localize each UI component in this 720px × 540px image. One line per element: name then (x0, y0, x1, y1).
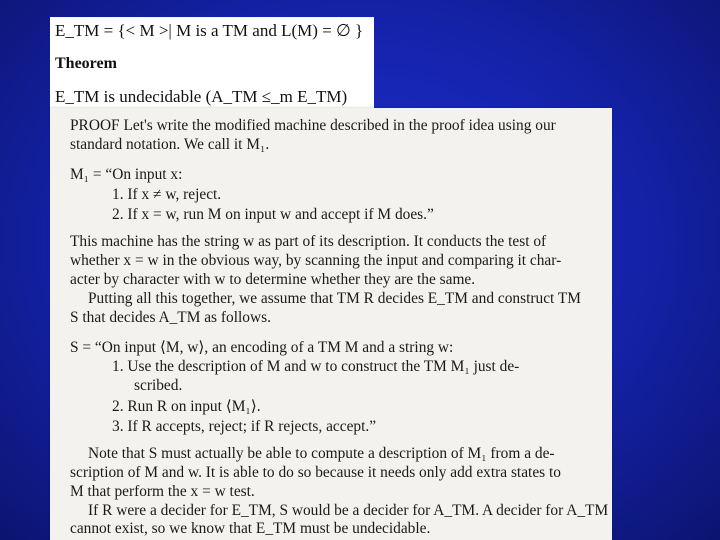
proof-line-17: scription of M and w. It is able to do so because it needs only add extra states to (70, 464, 561, 481)
machine-s-step-1-cont: scribed. (134, 377, 183, 394)
definition-line: E_TM = {< M >| M is a TM and L(M) = ∅ } (55, 21, 364, 40)
machine-s-step-1: 1. Use the description of M and w to construct the TM M₁ just de- (112, 358, 520, 375)
proof-line-8: acter by character with w to determine whether they are the same. (70, 271, 476, 288)
theorem-statement: E_TM is undecidable (A_TM ≤_m E_TM) (55, 87, 348, 106)
proof-line-6: This machine has the string w as part of its description. It conducts the test of (70, 233, 547, 250)
proof-line-1: PROOF Let's write the modified machine described in the proof idea using our (70, 117, 556, 134)
definition-card (50, 17, 374, 111)
machine-m1-step-1: 1. If x ≠ w, reject. (112, 186, 222, 203)
proof-line-9: Putting all this together, we assume that TM R decides E_TM and construct TM (88, 290, 581, 307)
machine-m1-step-2: 2. If x = w, run M on input w and accept if M does.” (112, 206, 434, 223)
machine-s-step-2: 2. Run R on input ⟨M₁⟩. (112, 398, 261, 415)
proof-line-2: standard notation. We call it M₁. (70, 136, 270, 153)
proof-card (50, 108, 612, 540)
machine-s-step-3: 3. If R accepts, reject; if R rejects, accept.” (112, 418, 377, 435)
theorem-label: Theorem (55, 55, 117, 72)
machine-m1-header: M₁ = “On input x: (70, 166, 183, 183)
proof-line-7: whether x = w in the obvious way, by scanning the input and comparing it char- (70, 252, 562, 269)
proof-line-10: S that decides A_TM as follows. (70, 309, 271, 326)
proof-line-16: Note that S must actually be able to compute a description of M₁ from a de- (88, 445, 555, 462)
machine-s-header: S = “On input ⟨M, w⟩, an encoding of a TM M and a string w: (70, 339, 454, 356)
proof-line-20: cannot exist, so we know that E_TM must be undecidable. (70, 520, 431, 537)
proof-line-19: If R were a decider for E_TM, S would be a decider for A_TM. A decider for A_TM (88, 502, 609, 519)
proof-line-18: M that perform the x = w test. (70, 483, 255, 500)
